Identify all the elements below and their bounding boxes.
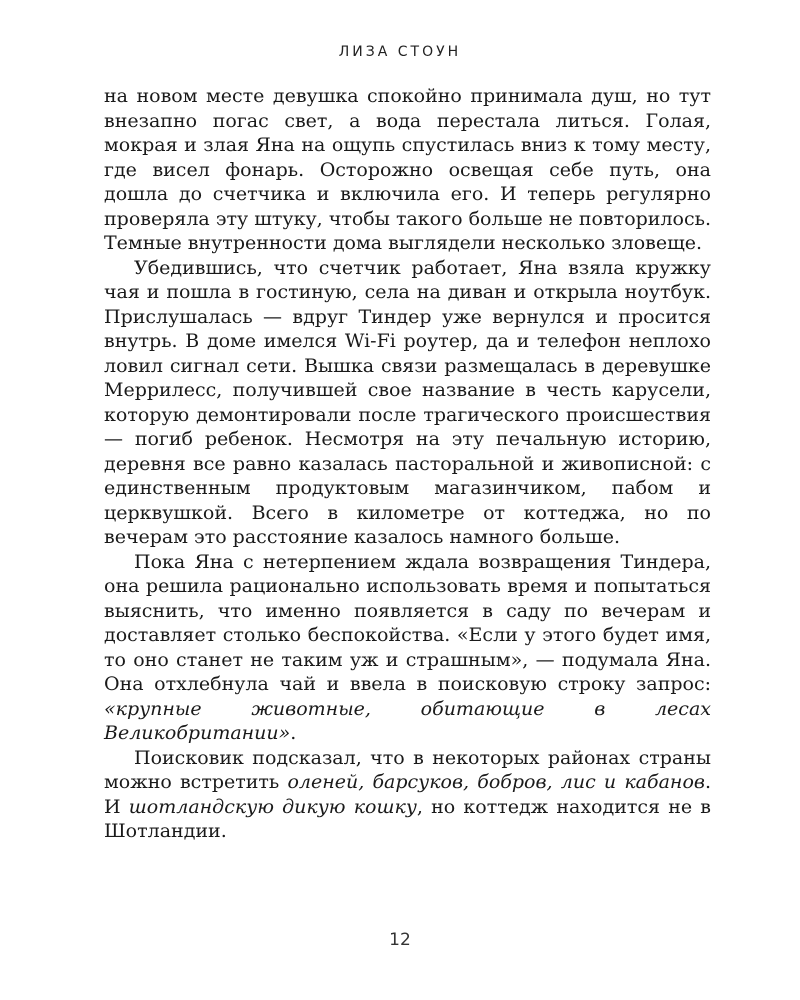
- paragraph-4-mid: . И: [104, 771, 711, 818]
- wildcat-italic: шотландскую дикую кошку: [128, 795, 417, 818]
- paragraph-2-text: Убедившись, что счетчик работает, Яна взяла кружку чая и пошла в гостиную, села на диван и открыла ноутбук. Прислушалась — вдруг Тиндер уже вернулся и просится внутрь. В доме имелся Wi-Fi роутер, да и телефон неплохо ловил сигнал сети. Вышка связи размещалась в деревушке Меррилесс, получившей свое название в честь карусели, которую демонтировали после трагического происшествия — погиб ребенок. Несмотря на эту печальную историю, деревня все равно казалась пасторальной и живописной: с единственным продуктовым магазинчиком, пабом и церквушкой. Всего в километре от коттеджа, но по вечерам это расстояние казалось намного больше.: [104, 256, 711, 548]
- paragraph-1: [104, 84, 711, 256]
- search-query-italic: «крупные животные, обитающие в лесах Великобритании»: [104, 697, 711, 744]
- paragraph-4-text: Поисковик подсказал, что в некоторых районах страны можно встретить: [104, 746, 711, 793]
- page-number: 12: [389, 930, 411, 950]
- running-head: ЛИЗА СТОУН: [338, 44, 462, 60]
- paragraph-4-end: , но коттедж находится не в Шотландии.: [104, 795, 711, 842]
- paragraph-3: [104, 550, 711, 746]
- paragraph-3-text: Пока Яна с нетерпением ждала возвращения Тиндера, она решила рационально использовать время и попытаться выяснить, что именно появляется в саду по вечерам и доставляет столько беспокойства. «Если у этого будет имя, то оно станет не таким уж и страшным», — подумала Яна. Она отхлебнула чай и ввела в поисковую строку запрос:: [104, 550, 711, 695]
- body-text: [104, 84, 711, 844]
- paragraph-1-text: на новом месте девушка спокойно принимала душ, но тут внезапно погас свет, а вода перестала литься. Голая, мокрая и злая Яна на ощупь спустилась вниз к тому месту, где висел фонарь. Осторожно освещая себе путь, она дошла до счетчика и включила его. И теперь регулярно проверяла эту штуку, чтобы такого больше не повторилось. Темные внутренности дома выглядели несколько зловеще.: [104, 85, 711, 254]
- animals-list-italic: оленей, барсуков, бобров, лис и кабанов: [287, 771, 705, 793]
- paragraph-3-end: .: [290, 722, 297, 744]
- paragraph-4: [104, 746, 711, 844]
- paragraph-2: [104, 256, 711, 550]
